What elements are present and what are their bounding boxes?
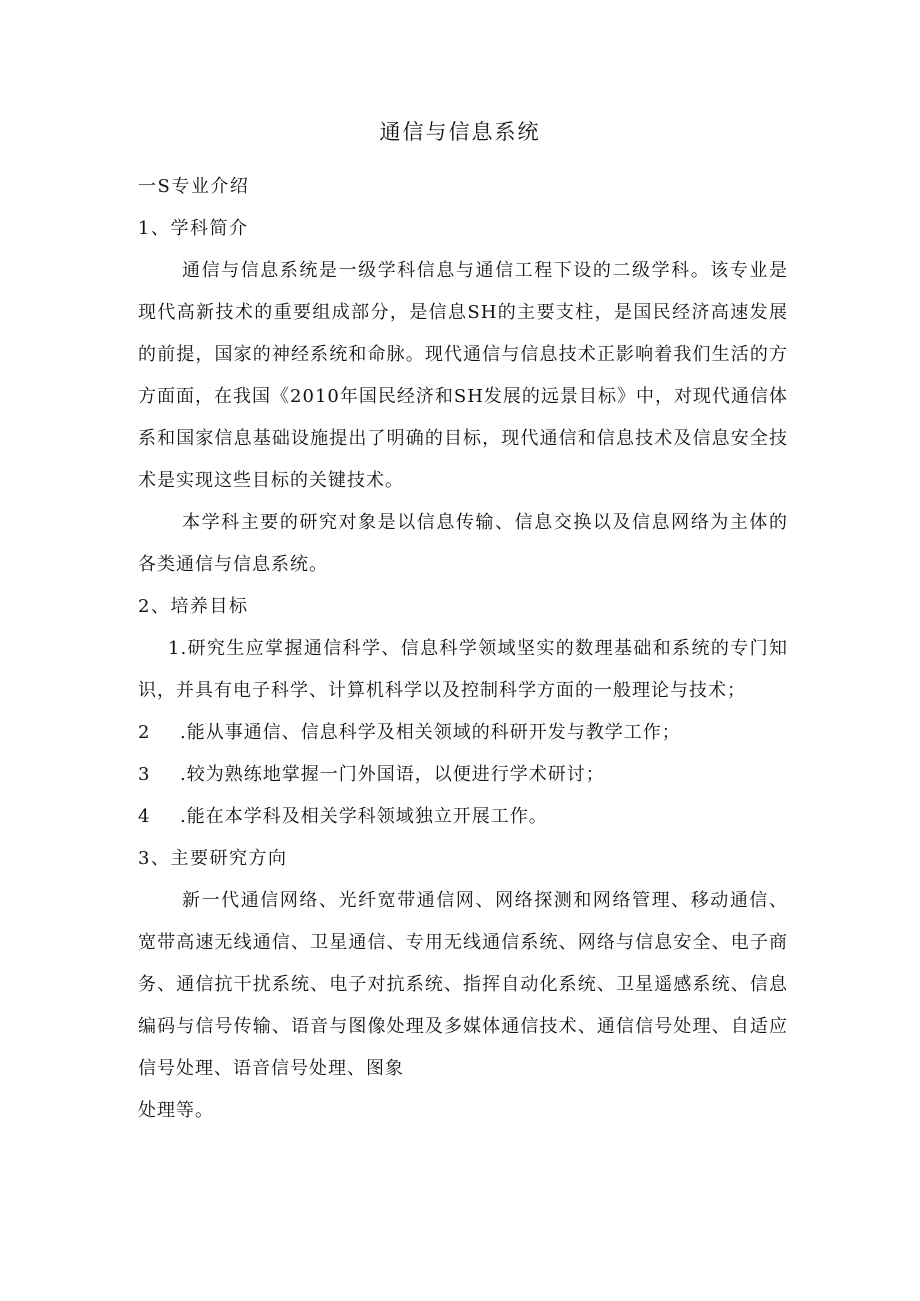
objective-item-4 xyxy=(138,796,788,838)
section-2-heading: 2、培养目标 xyxy=(138,596,249,617)
page-title: 通信与信息系统 xyxy=(379,120,541,144)
objective-item-4-text: .能在本学科及相关学科领域独立开展工作。 xyxy=(180,806,548,827)
section-3-heading: 3、主要研究方向 xyxy=(138,848,288,869)
objective-item-3-text: .较为熟练地掌握一门外国语，以便进行学术研讨； xyxy=(180,764,605,785)
section-1-heading: 1、学科简介 xyxy=(138,218,249,239)
section-3-tail: 处理等。 xyxy=(138,1100,214,1121)
section-1-paragraph-1: 通信与信息系统是一级学科信息与通信工程下设的二级学科。该专业是现代高新技术的重要组成部分，是信息SH的主要支柱，是国民经济高速发展的前提，国家的神经系统和命脉。现代通信与信息技术正影响着我们生活的方方面面，在我国《2010年国民经济和SH发展的远景目标》中，对现代通信体系和国家信息基础设施提出了明确的目标，现代通信和信息技术及信息安全技术是实现这些目标的关键技术。 xyxy=(138,260,788,491)
objective-item-1: 1.研究生应掌握通信科学、信息科学领域坚实的数理基础和系统的专门知识，并具有电子科学、计算机科学以及控制科学方面的一般理论与技术； xyxy=(138,638,788,701)
objective-item-2-text: .能从事通信、信息科学及相关领域的科研开发与教学工作； xyxy=(180,722,681,743)
section-3-paragraph: 新一代通信网络、光纤宽带通信网、网络探测和网络管理、移动通信、宽带高速无线通信、卫星通信、专用无线通信系统、网络与信息安全、电子商务、通信抗干扰系统、电子对抗系统、指挥自动化系统、卫星遥感系统、信息编码与信号传输、语音与图像处理及多媒体通信技术、通信信号处理、自适应信号处理、语音信号处理、图象 xyxy=(138,890,788,1079)
objective-item-2 xyxy=(138,712,788,754)
section-1-paragraph-2: 本学科主要的研究对象是以信息传输、信息交换以及信息网络为主体的各类通信与信息系统。 xyxy=(138,512,788,575)
objective-item-3 xyxy=(138,754,788,796)
objective-item-4-number: 4 xyxy=(138,806,151,827)
objective-item-2-number: 2 xyxy=(138,722,151,743)
document-body xyxy=(138,166,788,1132)
objective-item-3-number: 3 xyxy=(138,764,151,785)
section-intro-heading: 一S专业介绍 xyxy=(138,176,250,197)
